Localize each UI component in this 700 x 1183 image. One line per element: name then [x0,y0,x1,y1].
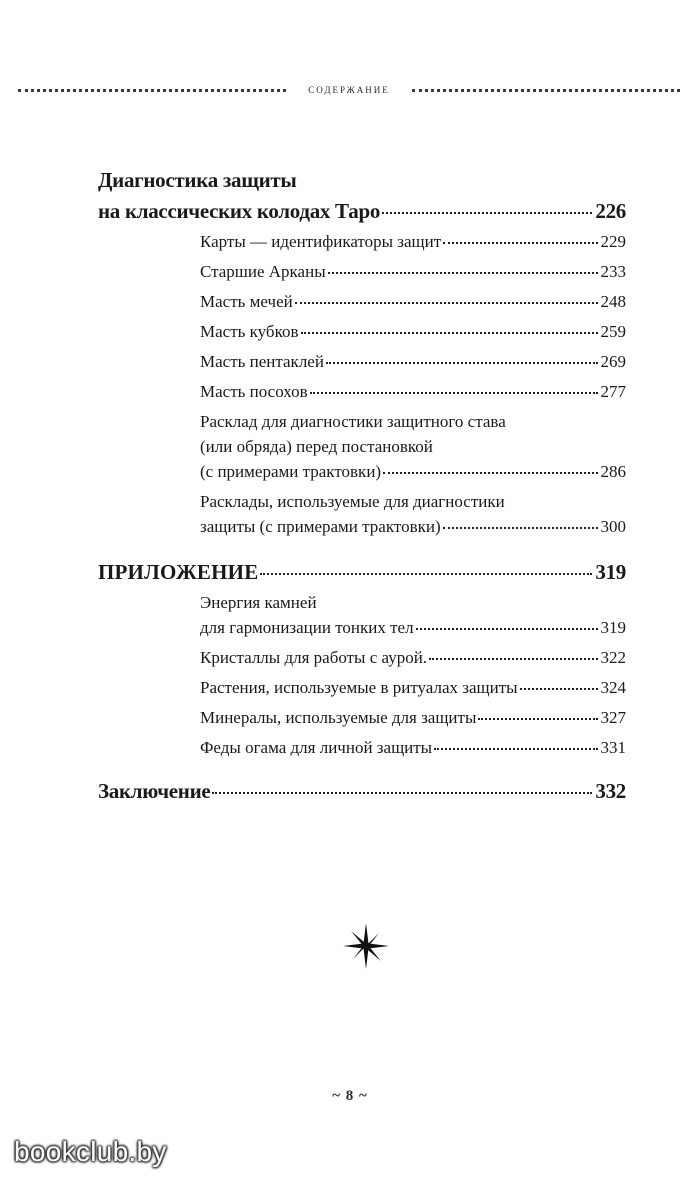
toc-entry[interactable] [200,291,626,313]
toc-page-number: 259 [600,322,626,341]
toc-entry-title: Минералы, используемые для защиты [200,708,477,727]
toc-entry-multiline[interactable] [98,592,626,639]
toc-entry-title-line: (или обряда) перед постановкой [200,437,433,456]
toc-entry-multiline[interactable] [98,491,626,538]
toc-section-appendix[interactable] [98,558,626,586]
running-header [18,78,680,100]
toc-page-number: 248 [600,292,626,311]
dot-leader [328,272,598,274]
header-dotted-rule-right [412,89,680,92]
toc-entry[interactable] [200,707,626,729]
toc-entry-title-line: Расклад для диагностики защитного става [200,412,506,431]
table-of-contents [98,166,626,805]
toc-section-title: ПРИЛОЖЕНИЕ [98,560,259,584]
toc-entry[interactable] [200,677,626,699]
page-number: ~ 8 ~ [332,1088,368,1104]
dot-leader [301,332,598,334]
toc-section-title: Заключение [98,779,211,803]
dot-leader [383,472,597,474]
toc-entry-title-line: Энергия камней [200,593,317,612]
toc-entry[interactable] [200,381,626,403]
toc-page-number: 300 [600,517,626,536]
dot-leader [520,688,598,690]
toc-entry[interactable] [200,737,626,759]
toc-entry-title-line: для гармонизации тонких тел [200,618,414,637]
toc-entry-title-line: (с примерами трактовки) [200,462,382,481]
dot-leader [429,658,597,660]
dot-leader [434,748,597,750]
toc-entry-title: Старшие Арканы [200,262,326,281]
toc-entry-title: Кристаллы для работы с аурой. [200,648,428,667]
dot-leader [295,302,598,304]
dot-leader [310,392,598,394]
dot-leader [443,527,598,529]
dot-leader [212,792,592,794]
toc-entry[interactable] [200,261,626,283]
toc-page-number: 233 [600,262,626,281]
header-title: содержание [308,81,390,96]
toc-entry-title-line: защиты (с примерами трактовки) [200,517,441,536]
toc-page-number: 319 [600,618,626,637]
dot-leader [443,242,597,244]
toc-entry[interactable] [200,231,626,253]
toc-section-diagnostics-title-line1[interactable]: Диагностика защиты [98,168,297,192]
toc-page-number: 229 [600,232,626,251]
toc-page-number: 269 [600,352,626,371]
toc-page-number: 332 [595,779,626,803]
toc-page-number: 322 [600,648,626,667]
toc-entry-title: Карты — идентификаторы защит [200,232,442,251]
dot-leader [382,212,592,214]
toc-entry[interactable] [200,647,626,669]
toc-entry-title: Масть мечей [200,292,293,311]
toc-entry-title: Масть кубков [200,322,299,341]
toc-page-number: 331 [600,738,626,757]
toc-page-number: 277 [600,382,626,401]
dot-leader [326,362,598,364]
header-dotted-rule-left [18,89,286,92]
toc-section-conclusion[interactable] [98,777,626,805]
eight-point-star-icon [343,923,389,969]
toc-entry-title-line: Расклады, используемые для диагностики [200,492,505,511]
toc-entry[interactable] [200,351,626,373]
toc-page-number: 286 [600,462,626,481]
toc-page-number: 319 [595,560,626,584]
toc-entry[interactable] [200,321,626,343]
toc-page-number: 324 [600,678,626,697]
toc-section-diagnostics[interactable] [98,197,626,225]
toc-section-title: на классических колодах Таро [98,199,381,223]
site-watermark: bookclub.by [14,1136,167,1167]
toc-page-number: 327 [600,708,626,727]
toc-entry-title: Масть пентаклей [200,352,324,371]
dot-leader [260,573,592,575]
dot-leader [478,718,597,720]
toc-entry-multiline[interactable] [98,411,626,483]
toc-entry-title: Феды огама для личной защиты [200,738,433,757]
toc-entry-title: Масть посохов [200,382,308,401]
toc-page-number: 226 [595,199,626,223]
toc-entry-title: Растения, используемые в ритуалах защиты [200,678,518,697]
dot-leader [416,628,598,630]
